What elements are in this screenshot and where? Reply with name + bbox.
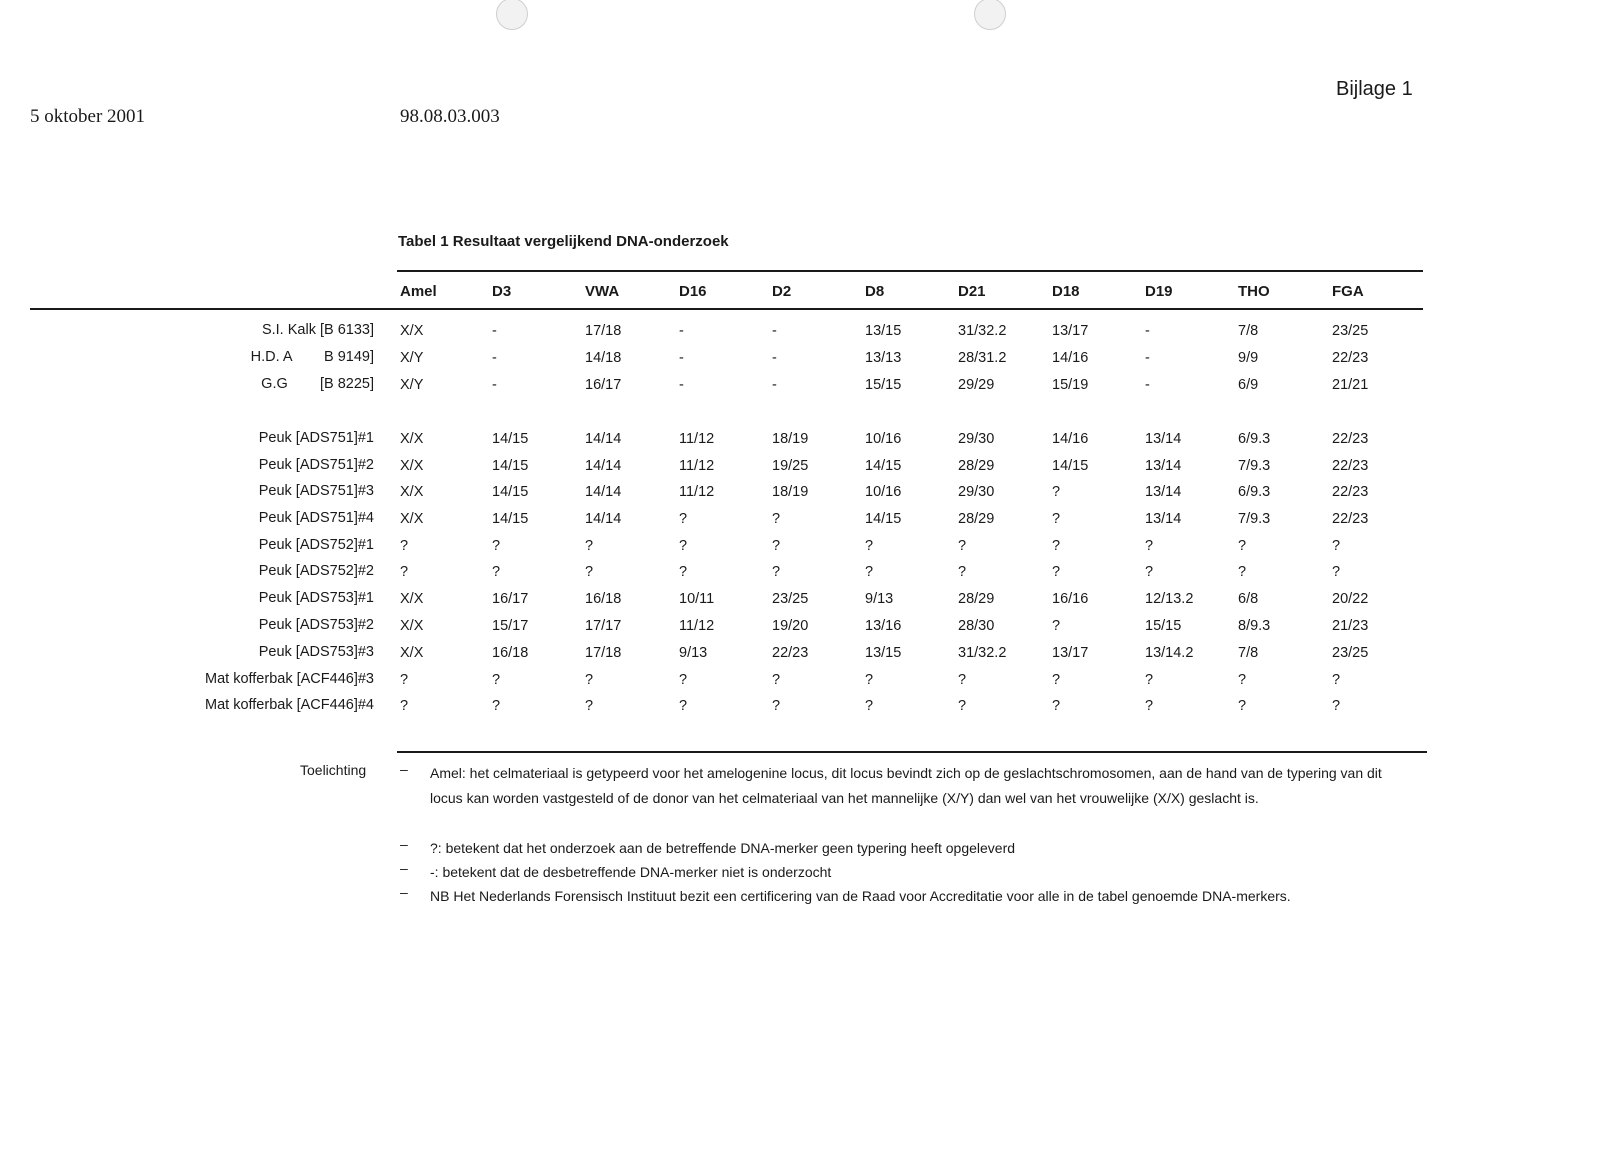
table-cell: 13/16 — [865, 618, 902, 634]
table-cell: ? — [865, 538, 874, 554]
sample-label: Peuk [ADS751]#3 — [258, 483, 374, 499]
table-cell: 23/25 — [1332, 323, 1369, 339]
table-cell: 13/17 — [1052, 645, 1089, 661]
note-text: Amel: het celmateriaal is getypeerd voor het amelogenine locus, dit locus bevindt zich op de geslachtschromosomen, aan de hand van de typering van dit locus kan worden vastgesteld of de donor van het celmateriaal van het mannelijke (X/Y) dan wel van het vrouwelijke (X/X) geslacht is. — [430, 765, 1382, 806]
table-cell: 9/9 — [1238, 350, 1259, 366]
table-cell: 15/15 — [865, 377, 902, 393]
sample-label: S.I. Kalk [B 6133] — [261, 322, 374, 338]
table-cell: 14/15 — [865, 511, 902, 527]
table-cell: 22/23 — [1332, 350, 1369, 366]
table-cell: X/X — [400, 511, 424, 527]
sample-label: H.D. A B 9149] — [250, 349, 374, 365]
table-cell: ? — [1145, 538, 1154, 554]
table-cell: ? — [679, 564, 688, 580]
table-cell: ? — [1052, 698, 1061, 714]
table-cell: 21/21 — [1332, 377, 1369, 393]
table-cell: ? — [1332, 564, 1341, 580]
table-cell: 16/18 — [585, 591, 622, 607]
table-cell: 22/23 — [1332, 458, 1369, 474]
table-cell: ? — [1332, 538, 1341, 554]
table-cell: 12/13.2 — [1145, 591, 1194, 607]
table-cell: 14/14 — [585, 484, 622, 500]
table-cell: 23/25 — [1332, 645, 1369, 661]
column-header-amel: Amel — [400, 283, 437, 300]
sample-label: Peuk [ADS752]#1 — [258, 537, 374, 553]
table-caption: Tabel 1 Resultaat vergelijkend DNA-onderzoek — [398, 233, 729, 250]
table-cell: ? — [1052, 672, 1061, 688]
table-cell: 10/16 — [865, 484, 902, 500]
table-row — [0, 376, 1600, 398]
table-cell: 29/30 — [958, 484, 995, 500]
column-header-d18: D18 — [1052, 283, 1080, 300]
table-cell: X/X — [400, 323, 424, 339]
table-row — [0, 697, 1600, 719]
table-cell: X/X — [400, 458, 424, 474]
table-cell: ? — [400, 538, 409, 554]
table-cell: 10/11 — [679, 591, 715, 607]
sample-label: Mat kofferbak [ACF446]#3 — [205, 671, 374, 687]
table-cell: ? — [772, 564, 781, 580]
table-cell: 31/32.2 — [958, 323, 1007, 339]
note-dash: – — [400, 884, 408, 900]
table-cell: 14/15 — [492, 484, 529, 500]
table-cell: ? — [679, 538, 688, 554]
table-cell: ? — [585, 698, 594, 714]
table-cell: 21/23 — [1332, 618, 1369, 634]
table-cell: 13/14 — [1145, 484, 1182, 500]
table-cell: 31/32.2 — [958, 645, 1007, 661]
table-cell: ? — [1052, 538, 1061, 554]
sample-label: Peuk [ADS751]#4 — [258, 510, 374, 526]
attachment-label: Bijlage 1 — [1336, 78, 1413, 100]
table-cell: 13/17 — [1052, 323, 1089, 339]
table-cell: ? — [679, 698, 688, 714]
reference-number: 98.08.03.003 — [400, 106, 500, 127]
table-row — [0, 322, 1600, 344]
table-cell: - — [772, 350, 777, 366]
table-cell: 16/16 — [1052, 591, 1089, 607]
table-cell: 6/8 — [1238, 591, 1259, 607]
table-cell: ? — [1052, 564, 1061, 580]
column-header-vwa: VWA — [585, 283, 620, 300]
table-cell: ? — [958, 672, 967, 688]
table-cell: ? — [492, 672, 501, 688]
table-cell: ? — [1238, 698, 1247, 714]
table-cell: 17/17 — [585, 618, 622, 634]
note-text: NB Het Nederlands Forensisch Instituut bezit een certificering van de Raad voor Accreditatie voor alle in de tabel genoemde DNA-merkers. — [430, 888, 1291, 904]
table-cell: ? — [1145, 698, 1154, 714]
column-header-d2: D2 — [772, 283, 792, 300]
table-cell: 28/29 — [958, 591, 995, 607]
table-cell: ? — [1145, 564, 1154, 580]
table-cell: ? — [585, 538, 594, 554]
table-cell: 18/19 — [772, 431, 809, 447]
table-cell: ? — [1145, 672, 1154, 688]
table-cell: - — [492, 350, 497, 366]
table-cell: 14/14 — [585, 458, 622, 474]
table-cell: 14/16 — [1052, 350, 1089, 366]
table-cell: - — [1145, 377, 1150, 393]
table-cell: 28/29 — [958, 511, 995, 527]
table-cell: ? — [492, 564, 501, 580]
table-cell: 16/17 — [585, 377, 622, 393]
table-cell: ? — [400, 698, 409, 714]
table-cell: ? — [400, 672, 409, 688]
table-cell: 17/18 — [585, 323, 622, 339]
table-cell: 8/9.3 — [1238, 618, 1271, 634]
table-cell: 6/9 — [1238, 377, 1259, 393]
column-header-fga: FGA — [1332, 283, 1364, 300]
punch-hole — [496, 0, 528, 30]
table-cell: 14/15 — [1052, 458, 1089, 474]
table-cell: 13/14.2 — [1145, 645, 1194, 661]
table-row — [0, 563, 1600, 585]
table-row — [0, 430, 1600, 452]
table-cell: - — [772, 377, 777, 393]
column-header-tho: THO — [1238, 283, 1270, 300]
sample-label: Peuk [ADS751]#2 — [258, 457, 374, 473]
table-cell: 16/17 — [492, 591, 529, 607]
sample-label: Peuk [ADS753]#3 — [258, 644, 374, 660]
table-cell: ? — [865, 672, 874, 688]
table-cell: ? — [679, 672, 688, 688]
table-cell: 14/15 — [865, 458, 902, 474]
table-cell: 11/12 — [679, 484, 715, 500]
column-header-d8: D8 — [865, 283, 885, 300]
table-cell: X/Y — [400, 377, 424, 393]
table-row — [0, 483, 1600, 505]
table-cell: ? — [1238, 672, 1247, 688]
column-header-d19: D19 — [1145, 283, 1173, 300]
table-cell: 6/9.3 — [1238, 484, 1271, 500]
sample-label: Mat kofferbak [ACF446]#4 — [205, 697, 374, 713]
table-cell: 28/31.2 — [958, 350, 1007, 366]
table-cell: 13/14 — [1145, 431, 1182, 447]
table-cell: 22/23 — [1332, 431, 1369, 447]
table-cell: 13/13 — [865, 350, 902, 366]
table-cell: 20/22 — [1332, 591, 1369, 607]
table-cell: ? — [958, 564, 967, 580]
table-cell: - — [679, 350, 684, 366]
notes-label: Toelichting — [300, 762, 367, 778]
table-cell: 13/15 — [865, 323, 902, 339]
table-cell: ? — [492, 538, 501, 554]
table-row — [0, 510, 1600, 532]
table-cell: - — [1145, 323, 1150, 339]
table-cell: ? — [958, 538, 967, 554]
note-dash: – — [400, 836, 408, 852]
table-row — [0, 349, 1600, 371]
table-cell: 14/16 — [1052, 431, 1089, 447]
document-date: 5 oktober 2001 — [30, 106, 146, 127]
table-cell: 11/12 — [679, 431, 715, 447]
note-text: -: betekent dat de desbetreffende DNA-merker niet is onderzocht — [430, 864, 832, 880]
table-cell: ? — [1052, 618, 1061, 634]
table-cell: ? — [1052, 511, 1061, 527]
table-cell: - — [679, 323, 684, 339]
table-cell: 14/15 — [492, 431, 529, 447]
column-header-d3: D3 — [492, 283, 512, 300]
table-cell: 28/30 — [958, 618, 995, 634]
note-dash: – — [400, 761, 408, 777]
table-top-rule — [397, 270, 1423, 272]
table-bottom-rule — [397, 751, 1427, 753]
table-cell: ? — [772, 698, 781, 714]
table-cell: 7/8 — [1238, 645, 1259, 661]
column-header-d16: D16 — [679, 283, 707, 300]
table-cell: 15/17 — [492, 618, 529, 634]
table-cell: 11/12 — [679, 458, 715, 474]
table-cell: 15/19 — [1052, 377, 1089, 393]
table-cell: 14/15 — [492, 458, 529, 474]
table-cell: ? — [1332, 672, 1341, 688]
table-cell: 10/16 — [865, 431, 902, 447]
table-cell: ? — [400, 564, 409, 580]
table-cell: 13/14 — [1145, 511, 1182, 527]
table-cell: ? — [865, 564, 874, 580]
table-cell: ? — [585, 564, 594, 580]
table-cell: 7/8 — [1238, 323, 1259, 339]
table-cell: ? — [492, 698, 501, 714]
sample-label: Peuk [ADS753]#1 — [258, 590, 374, 606]
table-cell: - — [492, 323, 497, 339]
table-cell: 13/15 — [865, 645, 902, 661]
table-cell: ? — [772, 511, 781, 527]
punch-hole — [974, 0, 1006, 30]
table-cell: X/X — [400, 484, 424, 500]
note-text: ?: betekent dat het onderzoek aan de betreffende DNA-merker geen typering heeft opgeleverd — [430, 840, 1016, 856]
table-cell: 18/19 — [772, 484, 809, 500]
table-cell: 28/29 — [958, 458, 995, 474]
table-cell: X/X — [400, 618, 424, 634]
table-cell: 7/9.3 — [1238, 458, 1271, 474]
table-cell: 16/18 — [492, 645, 529, 661]
table-cell: 14/14 — [585, 511, 622, 527]
table-cell: X/X — [400, 431, 424, 447]
table-cell: ? — [1332, 698, 1341, 714]
table-cell: 23/25 — [772, 591, 809, 607]
table-cell: 19/20 — [772, 618, 809, 634]
sample-label: Peuk [ADS751]#1 — [258, 430, 374, 446]
table-row — [0, 617, 1600, 639]
table-cell: ? — [958, 698, 967, 714]
table-cell: ? — [1238, 564, 1247, 580]
table-cell: 22/23 — [1332, 511, 1369, 527]
table-cell: 22/23 — [1332, 484, 1369, 500]
sample-label: Peuk [ADS753]#2 — [258, 617, 374, 633]
table-cell: ? — [772, 538, 781, 554]
table-cell: ? — [772, 672, 781, 688]
table-cell: 14/18 — [585, 350, 622, 366]
table-row — [0, 644, 1600, 666]
table-cell: X/Y — [400, 350, 424, 366]
table-cell: 15/15 — [1145, 618, 1182, 634]
table-cell: ? — [1238, 538, 1247, 554]
table-cell: 9/13 — [865, 591, 894, 607]
sample-label: Peuk [ADS752]#2 — [258, 563, 374, 579]
table-cell: 14/14 — [585, 431, 622, 447]
sample-label: G.G [B 8225] — [261, 376, 374, 392]
table-cell: X/X — [400, 645, 424, 661]
table-cell: ? — [865, 698, 874, 714]
table-cell: 17/18 — [585, 645, 622, 661]
table-cell: 13/14 — [1145, 458, 1182, 474]
table-cell: X/X — [400, 591, 424, 607]
table-row — [0, 671, 1600, 693]
table-cell: - — [492, 377, 497, 393]
table-cell: 29/29 — [958, 377, 995, 393]
table-row — [0, 537, 1600, 559]
table-cell: 29/30 — [958, 431, 995, 447]
table-cell: - — [679, 377, 684, 393]
table-cell: 14/15 — [492, 511, 529, 527]
table-cell: 19/25 — [772, 458, 809, 474]
table-cell: 22/23 — [772, 645, 809, 661]
column-header-d21: D21 — [958, 283, 986, 300]
table-cell: ? — [679, 511, 688, 527]
table-cell: 6/9.3 — [1238, 431, 1271, 447]
table-header-rule — [30, 308, 1423, 310]
table-cell: ? — [585, 672, 594, 688]
table-row — [0, 590, 1600, 612]
note-dash: – — [400, 860, 408, 876]
table-row — [0, 457, 1600, 479]
table-cell: - — [772, 323, 777, 339]
table-cell: 9/13 — [679, 645, 708, 661]
table-cell: ? — [1052, 484, 1061, 500]
table-cell: - — [1145, 350, 1150, 366]
table-cell: 7/9.3 — [1238, 511, 1271, 527]
table-cell: 11/12 — [679, 618, 715, 634]
